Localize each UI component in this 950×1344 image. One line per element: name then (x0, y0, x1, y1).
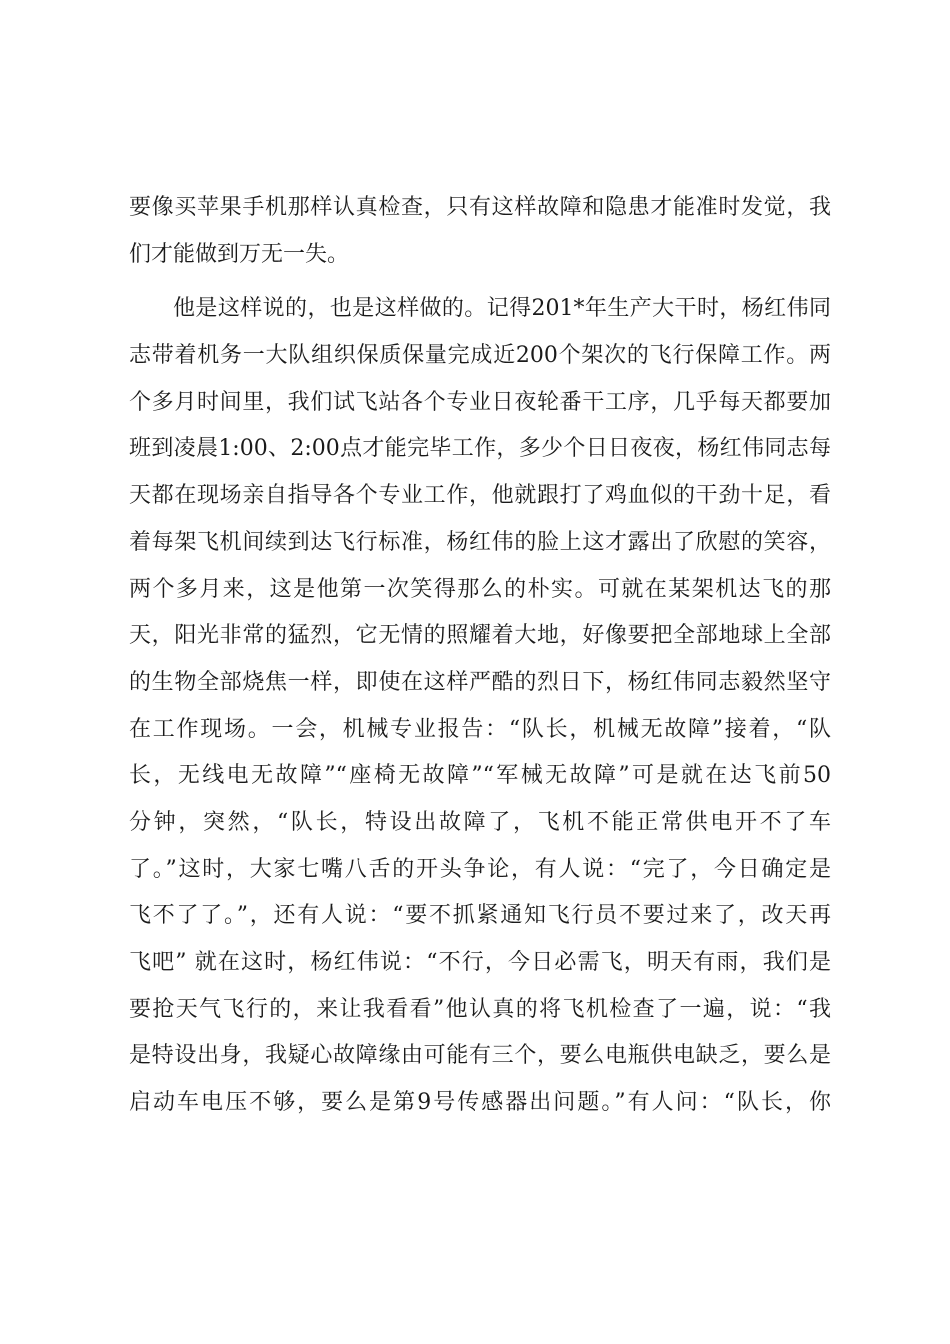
text-line: 他是这样说的，也是这样做的。记得201*年生产大干时，杨红伟同 (173, 296, 831, 322)
text-line: 飞不了了。”，还有人说：“要不抓紧通知飞行员不要过来了，改天再 (129, 903, 831, 929)
text-line: 天，阳光非常的猛烈，它无情的照耀着大地，好像要把全部地球上全部 (129, 623, 831, 649)
text-line: 的生物全部烧焦一样，即使在这样严酷的烈日下，杨红伟同志毅然坚守 (129, 669, 831, 695)
text-line: 天都在现场亲自指导各个专业工作，他就跟打了鸡血似的干劲十足，看 (129, 483, 831, 509)
text-line: 启动车电压不够，要么是第9号传感器出问题。”有人问：“队长，你 (129, 1090, 831, 1116)
text-line: 在工作现场。一会，机械专业报告：“队长，机械无故障”接着，“队 (129, 716, 831, 742)
text-line: 分钟，突然，“队长，特设出故障了，飞机不能正常供电开不了车 (129, 809, 831, 835)
paragraph-2 (129, 286, 831, 1126)
text-line: 们才能做到万无一失。 (129, 241, 350, 267)
text-line: 个多月时间里，我们试飞站各个专业日夜轮番干工序，几乎每天都要加 (129, 389, 831, 415)
body-text (129, 185, 831, 1127)
text-line: 飞吧” 就在这时，杨红伟说：“不行，今日必需飞，明天有雨，我们是 (129, 950, 831, 975)
text-line: 志带着机务一大队组织保质保量完成近200个架次的飞行保障工作。两 (129, 343, 831, 369)
text-line: 要像买苹果手机那样认真检查，只有这样故障和隐患才能准时发觉，我 (129, 195, 831, 220)
text-line: 了。”这时，大家七嘴八舌的开头争论，有人说：“完了，今日确定是 (129, 856, 831, 882)
text-line: 两个多月来，这是他第一次笑得那么的朴实。可就在某架机达飞的那 (129, 576, 831, 602)
text-line: 长，无线电无故障”“座椅无故障”“军械无故障”可是就在达飞前50 (129, 763, 831, 789)
paragraph-1 (129, 185, 831, 278)
text-line: 是特设出身，我疑心故障缘由可能有三个，要么电瓶供电缺乏，要么是 (129, 1043, 831, 1069)
text-line: 班到凌晨1:00、2:00点才能完毕工作，多少个日日夜夜，杨红伟同志每 (129, 436, 831, 462)
text-line: 着每架飞机间续到达飞行标准，杨红伟的脸上这才露出了欣慰的笑容， (129, 529, 831, 555)
text-line: 要抢天气飞行的，来让我看看”他认真的将飞机检查了一遍，说：“我 (129, 996, 831, 1022)
